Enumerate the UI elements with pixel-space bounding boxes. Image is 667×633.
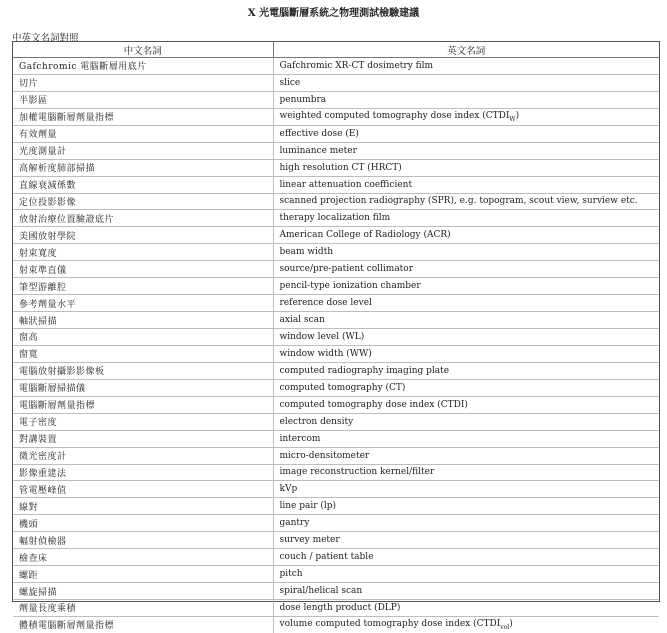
english-term-text: Gafchromic XR-CT dosimetry film — [279, 60, 434, 71]
english-term-text: American College of Radiology (ACR) — [279, 230, 451, 241]
english-term — [273, 227, 659, 244]
english-term-text: micro-densitometer — [279, 450, 370, 461]
english-term-text: couch / patient table — [279, 552, 374, 563]
term-closing: ) — [515, 110, 520, 121]
english-term — [273, 74, 659, 91]
english-term — [273, 210, 659, 227]
english-term-text: pencil-type ionization chamber — [279, 281, 421, 292]
chinese-term: 影像重建法 — [13, 464, 273, 481]
english-term — [273, 345, 659, 362]
english-term-text: source/pre-patient collimator — [279, 264, 414, 275]
chinese-term: 管電壓峰值 — [13, 481, 273, 498]
table-row — [13, 413, 659, 430]
chinese-term: 美國放射學院 — [13, 227, 273, 244]
table-caption: 中英文名詞對照 — [12, 33, 79, 44]
english-term-text: beam width — [279, 247, 334, 258]
table-row — [13, 91, 659, 108]
chinese-term: 半影區 — [13, 91, 273, 108]
table-row — [13, 379, 659, 396]
english-term-text: window width (WW) — [279, 348, 372, 359]
english-term-text: intercom — [279, 433, 321, 444]
table-row — [13, 108, 659, 125]
table-row — [13, 244, 659, 261]
chinese-term: 電子密度 — [13, 413, 273, 430]
english-term — [273, 616, 659, 632]
english-term-text: slice — [279, 77, 301, 88]
chinese-term: 射束準直儀 — [13, 261, 273, 278]
english-term — [273, 261, 659, 278]
english-term-text: effective dose (E) — [279, 128, 359, 139]
table-row — [13, 515, 659, 532]
english-term-text: image reconstruction kernel/filter — [279, 467, 435, 478]
english-term-text: computed tomography (CT) — [279, 382, 406, 393]
english-term — [273, 515, 659, 532]
table-row — [13, 125, 659, 142]
table-row — [13, 176, 659, 193]
english-term — [273, 58, 659, 75]
english-term — [273, 447, 659, 464]
chinese-term: 直線衰減係數 — [13, 176, 273, 193]
chinese-term: Gafchromic 電腦斷層用底片 — [13, 58, 273, 75]
english-term-text: luminance meter — [279, 145, 357, 156]
table-row — [13, 227, 659, 244]
english-term — [273, 193, 659, 210]
english-term-text: spiral/helical scan — [279, 586, 363, 597]
table-row — [13, 193, 659, 210]
table-row — [13, 600, 659, 617]
english-term — [273, 532, 659, 549]
english-term-text: survey meter — [279, 535, 340, 546]
english-term — [273, 142, 659, 159]
english-term-text: linear attenuation coefficient — [279, 179, 413, 190]
column-header-chinese: 中文名詞 — [13, 42, 273, 58]
table-row — [13, 447, 659, 464]
table-row — [13, 312, 659, 329]
english-term-text: window level (WL) — [279, 331, 365, 342]
english-term — [273, 278, 659, 295]
english-term-text: pitch — [279, 569, 303, 580]
chinese-term: 對講裝置 — [13, 430, 273, 447]
chinese-term: 劑量長度乘積 — [13, 600, 273, 617]
english-term-text: reference dose level — [279, 298, 372, 309]
chinese-term: 筆型游離腔 — [13, 278, 273, 295]
english-term-text: penumbra — [279, 94, 327, 105]
chinese-term: 電腦斷層掃描儀 — [13, 379, 273, 396]
english-term-text: weighted computed tomography dose index (CTDI — [279, 110, 510, 121]
english-term — [273, 159, 659, 176]
english-term — [273, 583, 659, 600]
chinese-term: 放射治療位置驗證底片 — [13, 210, 273, 227]
chinese-term: 電腦斷層劑量指標 — [13, 396, 273, 413]
document-title: X 光電腦斷層系統之物理測試檢驗建議 — [247, 8, 420, 19]
english-term-text: electron density — [279, 416, 354, 427]
term-subscript: vol — [500, 623, 510, 631]
table-row — [13, 498, 659, 515]
chinese-term: 軸狀掃描 — [13, 312, 273, 329]
english-term — [273, 566, 659, 583]
table-row — [13, 481, 659, 498]
table-row — [13, 464, 659, 481]
chinese-term: 窗寬 — [13, 345, 273, 362]
table-row — [13, 142, 659, 159]
table-row — [13, 345, 659, 362]
english-term-text: scanned projection radiography (SPR), e.g. topogram, scout view, surview etc. — [279, 196, 638, 207]
english-term — [273, 600, 659, 617]
english-term-text: volume computed tomography dose index (CTDI — [279, 619, 501, 629]
table-row — [13, 278, 659, 295]
table-row — [13, 362, 659, 379]
english-term — [273, 312, 659, 329]
english-term-text: kVp — [279, 484, 298, 495]
english-term — [273, 413, 659, 430]
english-term — [273, 481, 659, 498]
english-term-text: high resolution CT (HRCT) — [279, 162, 402, 173]
chinese-term: 體積電腦斷層劑量指標 — [13, 616, 273, 632]
table-row — [13, 549, 659, 566]
english-term-text: gantry — [279, 518, 310, 529]
column-header-english: 英文名詞 — [273, 42, 659, 58]
english-term — [273, 362, 659, 379]
table-row — [13, 566, 659, 583]
english-term-text: axial scan — [279, 315, 325, 326]
term-closing: ) — [509, 619, 513, 629]
table-row — [13, 430, 659, 447]
english-term-text: computed radiography imaging plate — [279, 365, 450, 376]
table-row — [13, 329, 659, 346]
table-row — [13, 295, 659, 312]
english-term-text: line pair (lp) — [279, 501, 337, 512]
chinese-term: 定位投影影像 — [13, 193, 273, 210]
glossary-table-frame — [12, 41, 660, 632]
chinese-term: 微光密度計 — [13, 447, 273, 464]
english-term — [273, 295, 659, 312]
chinese-term: 機頭 — [13, 515, 273, 532]
table-row — [13, 532, 659, 549]
english-term-text: dose length product (DLP) — [279, 602, 401, 613]
table-row — [13, 210, 659, 227]
table-row — [13, 261, 659, 278]
english-term — [273, 329, 659, 346]
english-term — [273, 125, 659, 142]
chinese-term: 高解析度肺部掃描 — [13, 159, 273, 176]
table-row — [13, 159, 659, 176]
english-term — [273, 108, 659, 125]
english-term — [273, 379, 659, 396]
english-term — [273, 498, 659, 515]
chinese-term: 螺距 — [13, 566, 273, 583]
chinese-term: 參考劑量水平 — [13, 295, 273, 312]
chinese-term: 線對 — [13, 498, 273, 515]
english-term-text: computed tomography dose index (CTDI) — [279, 399, 468, 410]
chinese-term: 輻射偵檢器 — [13, 532, 273, 549]
english-term — [273, 176, 659, 193]
chinese-term: 電腦放射攝影影像板 — [13, 362, 273, 379]
chinese-term: 加權電腦斷層劑量指標 — [13, 108, 273, 125]
chinese-term: 切片 — [13, 74, 273, 91]
glossary-table-body — [13, 58, 659, 633]
chinese-term: 螺旋掃描 — [13, 583, 273, 600]
english-term — [273, 396, 659, 413]
english-term — [273, 464, 659, 481]
term-subscript: W — [509, 115, 516, 123]
table-row — [13, 583, 659, 600]
table-row — [13, 616, 659, 632]
table-header-row — [13, 42, 659, 58]
english-term — [273, 430, 659, 447]
english-term — [273, 244, 659, 261]
chinese-term: 光度測量計 — [13, 142, 273, 159]
table-row — [13, 74, 659, 91]
table-row — [13, 58, 659, 75]
english-term — [273, 91, 659, 108]
chinese-term: 有效劑量 — [13, 125, 273, 142]
chinese-term: 窗高 — [13, 329, 273, 346]
chinese-term: 檢查床 — [13, 549, 273, 566]
glossary-table — [13, 42, 659, 633]
chinese-term: 射束寬度 — [13, 244, 273, 261]
english-term-text: therapy localization film — [279, 213, 391, 224]
table-row — [13, 396, 659, 413]
english-term — [273, 549, 659, 566]
